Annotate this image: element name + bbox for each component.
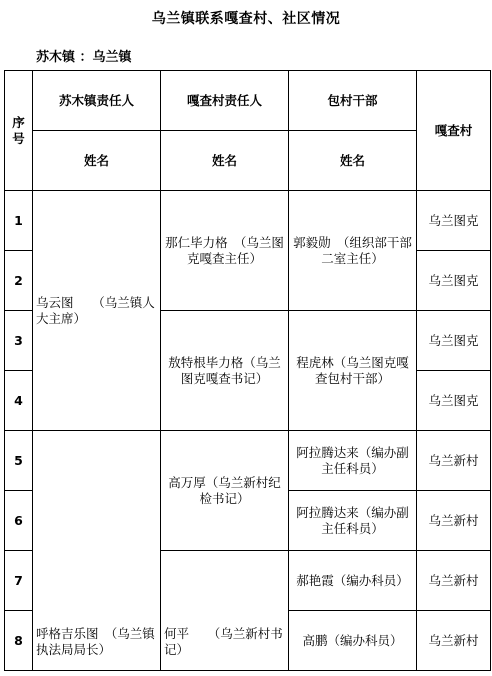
village-leader-cell: 敖特根毕力格（乌兰图克嘎查书记） <box>161 311 289 431</box>
table-row <box>5 431 491 491</box>
cadre-cell: 郭毅勋 （组织部干部二室主任） <box>289 191 417 311</box>
town-leader-name-header: 姓名 <box>33 131 161 191</box>
village-cell: 乌兰新村 <box>417 611 491 671</box>
cadre-header: 包村干部 <box>289 71 417 131</box>
town-leader-header: 苏木镇责任人 <box>33 71 161 131</box>
table-row <box>5 191 491 251</box>
village-leader-name-header: 姓名 <box>161 131 289 191</box>
seq-cell: 7 <box>5 551 33 611</box>
page-title: 乌兰镇联系嘎查村、社区情况 <box>151 11 341 27</box>
seq-cell: 6 <box>5 491 33 551</box>
village-cell: 乌兰图克 <box>417 191 491 251</box>
header-row-1 <box>5 71 491 131</box>
town-leader-cell: 呼格吉乐图 （乌兰镇执法局局长） <box>33 431 161 671</box>
seq-cell: 8 <box>5 611 33 671</box>
village-header: 嘎查村 <box>417 71 491 191</box>
village-cell: 乌兰新村 <box>417 431 491 491</box>
town-label: 苏木镇 ：乌兰镇 <box>36 50 132 65</box>
village-cell: 乌兰新村 <box>417 551 491 611</box>
seq-cell: 3 <box>5 311 33 371</box>
village-cell: 乌兰新村 <box>417 491 491 551</box>
village-cell: 乌兰图克 <box>417 371 491 431</box>
cadre-cell: 阿拉腾达来（编办副主任科员） <box>289 431 417 491</box>
village-leader-cell: 高万厚（乌兰新村纪检书记） <box>161 431 289 551</box>
seq-cell: 2 <box>5 251 33 311</box>
cadre-cell: 程虎林（乌兰图克嘎查包村干部） <box>289 311 417 431</box>
seq-cell: 1 <box>5 191 33 251</box>
village-contact-table <box>4 70 491 671</box>
village-cell: 乌兰图克 <box>417 251 491 311</box>
seq-cell: 5 <box>5 431 33 491</box>
cadre-cell: 郝艳霞（编办科员） <box>289 551 417 611</box>
village-cell: 乌兰图克 <box>417 311 491 371</box>
town-leader-cell: 乌云图 （乌兰镇人大主席） <box>33 191 161 431</box>
seq-cell: 4 <box>5 371 33 431</box>
seq-header: 序号 <box>5 71 33 191</box>
cadre-name-header: 姓名 <box>289 131 417 191</box>
village-leader-cell: 何平 （乌兰新村书记） <box>161 551 289 671</box>
cadre-cell: 高鹏（编办科员） <box>289 611 417 671</box>
cadre-cell: 阿拉腾达来（编办副主任科员） <box>289 491 417 551</box>
village-leader-cell: 那仁毕力格 （乌兰图克嘎查主任） <box>161 191 289 311</box>
village-leader-header: 嘎查村责任人 <box>161 71 289 131</box>
